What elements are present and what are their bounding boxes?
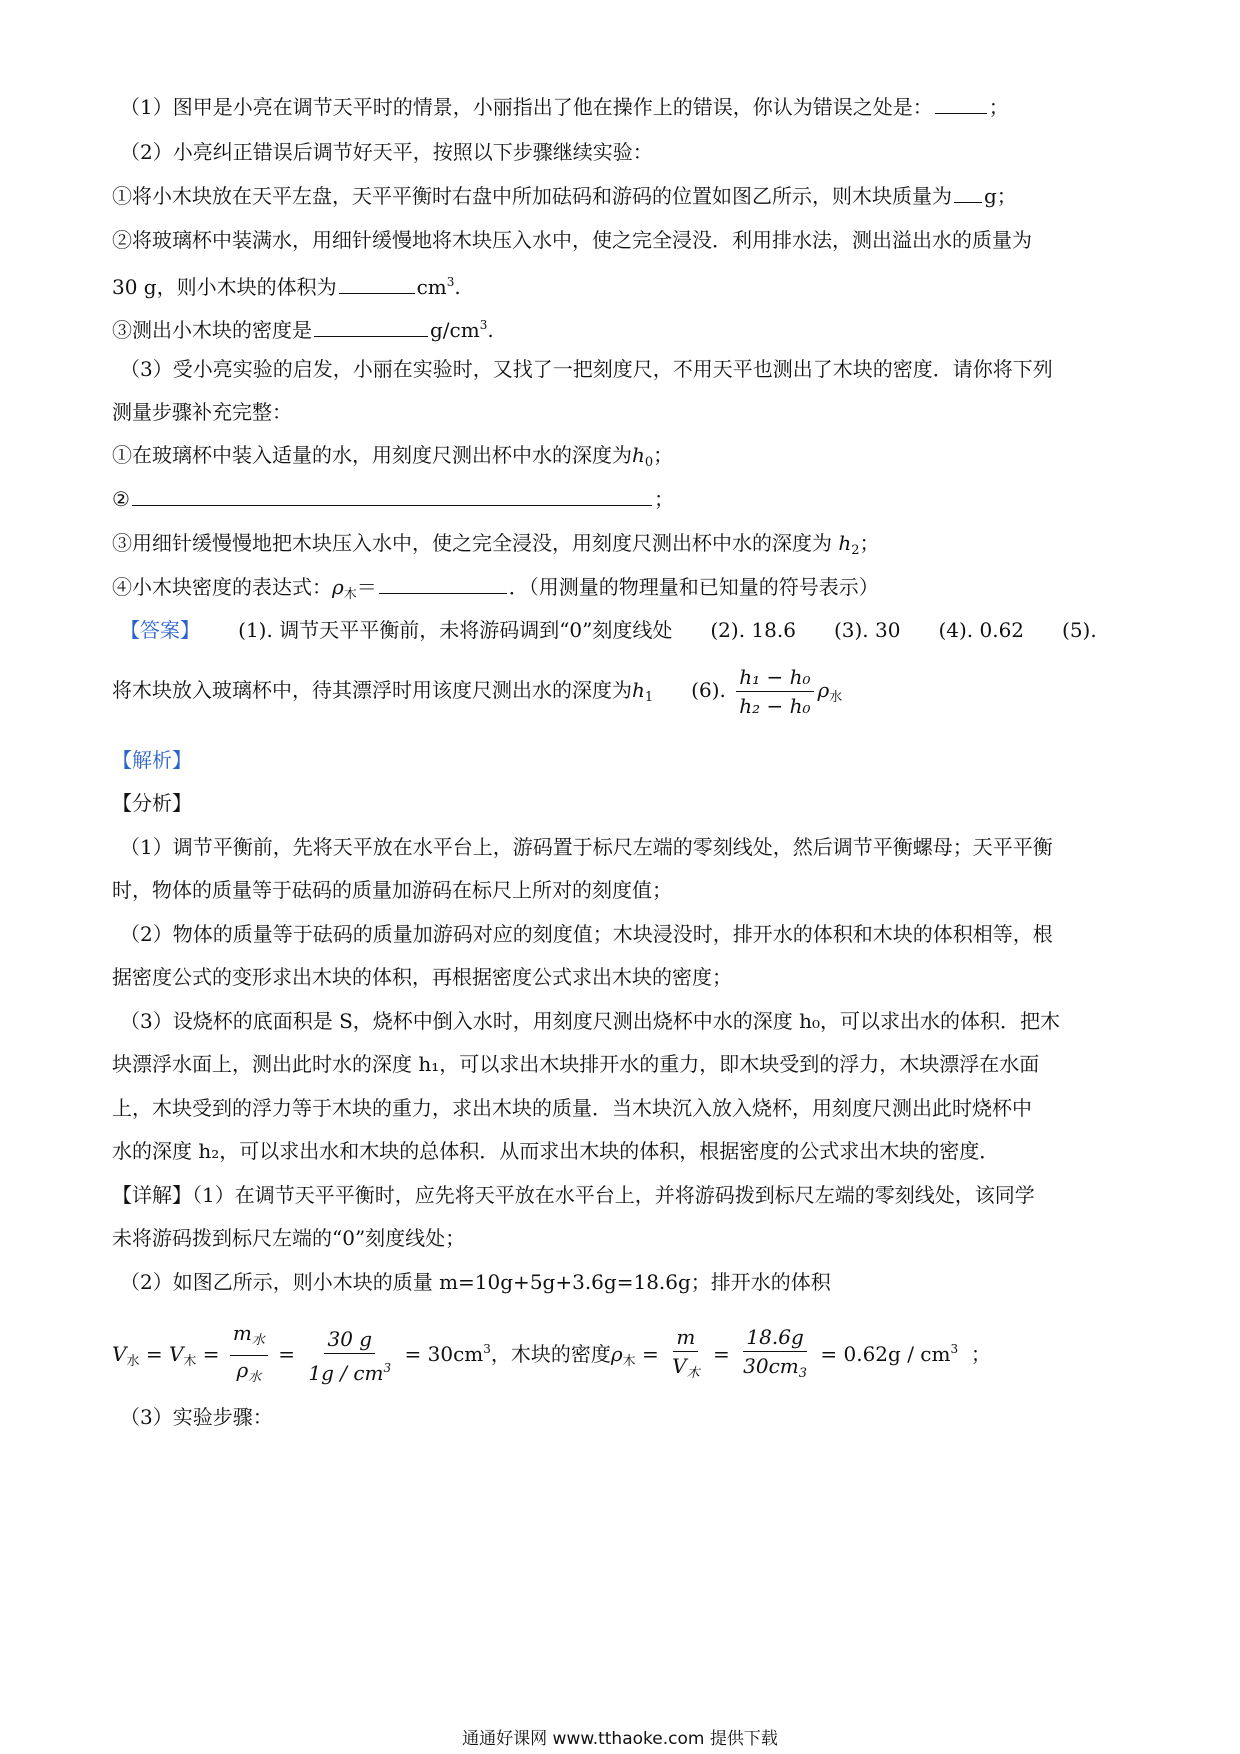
detail-d1-line-1: 【详解】（1）在调节天平平衡时，应先将天平放在水平台上，并将游码拨到标尺左端的零刻线处，该同学	[112, 1183, 1035, 1207]
volume-density-equation: $V_水 = V_木$ = $\frac{m_水}{\rho_水}$ = $\frac{30 g}{1g / cm^3}$ = $30cm^3$，木块的密度$\rho_木$ = $\frac{m}{V_木}$ = $\frac{18.6g}{30cm_3}$ = $0.62g / cm^3$ ；	[112, 1318, 991, 1393]
analysis-p1-line-1: （1）调节平衡前，先将天平放在水平台上，游码置于标尺左端的零刻线处，然后调节平衡螺母；天平平衡	[120, 835, 1053, 859]
fraction-mass-over-rho: $\frac{m_水}{\rho_水}$	[230, 1319, 268, 1392]
answer-blank	[935, 93, 987, 114]
question-1: （1）图甲是小亮在调节天平时的情景，小丽指出了他在操作上的错误，你认为错误之处是： ；	[120, 95, 1009, 119]
answer-blank	[314, 316, 428, 337]
analysis-p3-line-2: 块漂浮水面上，测出此时水的深度 h₁，可以求出木块排开水的重力，即木块受到的浮力，木块漂浮在水面	[112, 1052, 1040, 1076]
question-3-step-3: ③用细针缓慢慢地把木块压入水中，使之完全浸没，用刻度尺测出杯中水的深度为 $h_2$；	[112, 531, 880, 558]
question-1-text: （1）图甲是小亮在调节天平时的情景，小丽指出了他在操作上的错误，你认为错误之处是：	[120, 95, 933, 119]
analysis-subtag: 【分析】	[112, 791, 192, 815]
question-2: （2）小亮纠正错误后调节好天平，按照以下步骤继续实验：	[120, 140, 653, 164]
question-2-step-3: ③测出小木块的密度是 $g/cm^3$.	[112, 318, 494, 342]
answer-line-1: 【答案】 (1). 调节天平平衡前，未将游码调到“0”刻度线处 (2). 18.6 (3). 30 (4). 0.62 (5).	[120, 618, 1097, 642]
fraction-30g-over-density: $\frac{30 g}{1g / cm^3}$	[308, 1326, 392, 1385]
question-3-step-4: ④小木块密度的表达式：$\rho_木=$ ．（用测量的物理量和已知量的符号表示）	[112, 575, 879, 602]
answer-blank	[339, 273, 415, 294]
detail-d1-line-2: 未将游码拨到标尺左端的“0”刻度线处；	[112, 1226, 466, 1250]
analysis-p3-line-1: （3）设烧杯的底面积是 S，烧杯中倒入水时，用刻度尺测出烧杯中水的深度 h₀，可以求出水的体积．把木	[120, 1009, 1061, 1033]
question-3-step-2: ② ；	[112, 487, 674, 511]
fraction-18-6g-over-30cm3: $\frac{18.6g}{30cm_3}$	[743, 1325, 808, 1381]
question-3-line-2: 测量步骤补充完整：	[112, 400, 292, 424]
analysis-p1-line-2: 时，物体的质量等于砝码的质量加游码在标尺上所对的刻度值；	[112, 878, 672, 902]
answer-tag: 【答案】	[120, 618, 200, 642]
detail-d3: （3）实验步骤：	[120, 1405, 273, 1429]
question-3-step-1: ①在玻璃杯中装入适量的水，用刻度尺测出杯中水的深度为$h_0$；	[112, 443, 674, 470]
analysis-p2-line-1: （2）物体的质量等于砝码的质量加游码对应的刻度值；木块浸没时，排开水的体积和木块的体积相等，根	[120, 922, 1053, 946]
answer-blank	[954, 182, 982, 203]
detail-d2: （2）如图乙所示，则小木块的质量 m=10g+5g+3.6g=18.6g；排开水的体积	[120, 1270, 831, 1294]
analysis-p3-line-3: 上，木块受到的浮力等于木块的重力，求出木块的质量．当木块沉入放入烧杯，用刻度尺测出此时烧杯中	[112, 1096, 1032, 1120]
fraction-m-over-v: $\frac{m}{V_木}$	[672, 1325, 700, 1381]
density-fraction: $\frac{\text{h₁ − h₀}}{\text{h₂ − h₀}}$	[736, 663, 813, 720]
question-3-line-1: （3）受小亮实验的启发，小丽在实验时，又找了一把刻度尺，不用天平也测出了木块的密度．请你将下列	[120, 357, 1053, 381]
question-2-step-1: ①将小木块放在天平左盘，天平平衡时右盘中所加砝码和游码的位置如图乙所示，则木块质量为 g；	[112, 184, 1017, 208]
question-2-step-2-line-1: ②将玻璃杯中装满水，用细针缓慢地将木块压入水中，使之完全浸没．利用排水法，测出溢出水的质量为	[112, 228, 1032, 252]
question-2-step-2-line-2: 30 g，则小木块的体积为 $cm^3$.	[112, 275, 461, 299]
page-footer: 通通好课网 www.tthaoke.com 提供下载	[462, 1729, 778, 1749]
analysis-p3-line-4: 水的深度 h₂，可以求出水和木块的总体积．从而求出木块的体积，根据密度的公式求出木块的密度．	[112, 1139, 1000, 1163]
analysis-p2-line-2: 据密度公式的变形求出木块的体积，再根据密度公式求出木块的密度；	[112, 965, 732, 989]
answer-blank	[379, 573, 507, 594]
answer-line-2: 将木块放入玻璃杯中，待其漂浮时用该度尺测出水的深度为$h_1$ (6). $\frac{\text{h₁ − h₀}}{\text{h₂ − h₀}}$ $\rho_水$	[112, 665, 843, 718]
analysis-tag: 【解析】	[112, 748, 192, 772]
answer-blank	[132, 485, 652, 506]
